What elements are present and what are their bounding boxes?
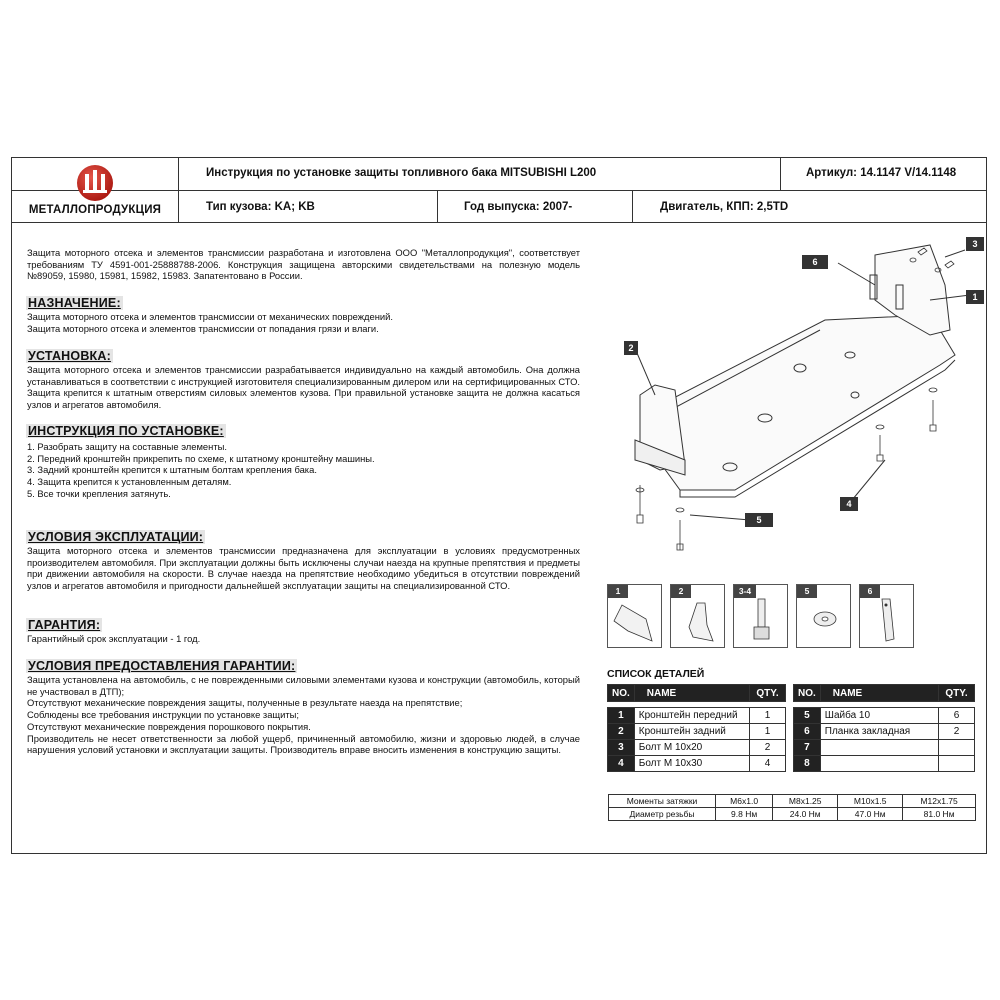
table-row: 1 Кронштейн передний 1: [608, 708, 786, 724]
fuel-tank-guard-drawing-icon: [600, 235, 985, 555]
warranty-text: Гарантийный срок эксплуатации - 1 год.: [27, 633, 201, 644]
diagram-label: 3: [966, 237, 984, 251]
logo-emblem-icon: [20, 160, 170, 204]
part-image: 3-4: [733, 584, 788, 648]
table-header: NO. NAME QTY.: [608, 685, 786, 702]
instructions-list: [27, 441, 580, 500]
header-col-divider: [780, 157, 781, 191]
table-row: 8: [794, 756, 975, 772]
diagram-label: 6: [802, 255, 828, 269]
header-bottom-border: [11, 222, 987, 223]
part-image: 6: [859, 584, 914, 648]
section-heading-instructions: ИНСТРУКЦИЯ ПО УСТАНОВКЕ:: [28, 424, 224, 438]
purpose-text: Защита моторного отсека и элементов трансмиссии от механических повреждений. Защита моторного отсека и элементов трансмиссии от попадания грязи и влаги.: [27, 311, 393, 334]
assembly-diagram: [600, 235, 985, 555]
intro-paragraph: Защита моторного отсека и элементов трансмиссии разработана и изготовлена ООО "Металлопродукция", соответствует требованиям ТУ 4591-001-25888788-2006. Конструкция защищена авторскими свидетельствами на полезную модель №89059, 15980, 15981, 15982, 15983. Запатентовано в России.: [27, 247, 580, 282]
diagram-label: 5: [745, 513, 773, 527]
parts-thumbnails: [607, 584, 977, 650]
body-type: Тип кузова: KA; KB: [206, 201, 315, 213]
diagram-label: 2: [624, 341, 638, 355]
parts-table-right: [793, 684, 975, 772]
part-image: 5: [796, 584, 851, 648]
warranty-conditions-text: Защита установлена на автомобиль, с не поврежденными силовыми элементами кузова и конструкции (автомобиль, который не участвовал в ДТП); Отсутствуют механические повреждения защиты, полученные в результате наезда на препятствие; Соблюдены все требования инструкции по установке защиты; Отсутствуют механические повреждения порошкового покрытия. Производитель не несет ответственности за любой ущерб, причиненный автомобилю, жизни и здоровью людей, в случае нарушения условий установки и эксплуатации защиты. Производитель вправе вносить изменения в конструкцию защиты.: [27, 674, 580, 756]
section-heading-purpose: НАЗНАЧЕНИЕ:: [28, 296, 121, 310]
document-title: Инструкция по установке защиты топливного бака MITSUBISHI L200: [206, 167, 597, 179]
part-image: 1: [607, 584, 662, 648]
production-year: Год выпуска: 2007-: [464, 201, 573, 213]
parts-list-title: СПИСОК ДЕТАЛЕЙ: [607, 668, 705, 680]
part-image: 2: [670, 584, 725, 648]
section-heading-warranty: ГАРАНТИЯ:: [28, 618, 101, 632]
diagram-label: 4: [840, 497, 858, 511]
table-row: 5 Шайба 10 6: [794, 708, 975, 724]
list-item: 4. Защита крепится к установленным деталям.: [27, 476, 232, 488]
install-text: Защита моторного отсека и элементов трансмиссии разрабатывается индивидуально на каждый автомобиль. Она должна устанавливаться в соответствии с инструкцией изготовителя специализированным дилером или на сертифицированных СТО. Защита крепится к штатным отверстиям силовых элементов кузова. При правильной установке защита не должна касаться узлов и агрегатов автомобиля.: [27, 364, 580, 411]
article-number: Артикул: 14.1147 V/14.1148: [806, 167, 957, 179]
table-header: NO. NAME QTY.: [794, 685, 975, 702]
header-col-divider: [437, 190, 438, 223]
table-row: 6 Планка закладная 2: [794, 724, 975, 740]
section-heading-install: УСТАНОВКА:: [28, 349, 111, 363]
list-item: 3. Задний кронштейн крепится к штатным болтам крепления бака.: [27, 464, 317, 476]
table-row: 3 Болт М 10х20 2: [608, 740, 786, 756]
table-row: 4 Болт М 10х30 4: [608, 756, 786, 772]
table-row: 2 Кронштейн задний 1: [608, 724, 786, 740]
torque-table: [608, 794, 976, 821]
operation-text: Защита моторного отсека и элементов трансмиссии предназначена для эксплуатации в условиях предусмотренных производителем автомобиля. При эксплуатации должны быть исключены случаи наезда на крупные препятствия и предметы при движении автомобиля на скорости. В случае наезда на препятствие необходимо убедиться в отсутствии повреждений узлов и агрегатов автомобиля и пригодности дальнейшей эксплуатации защиты на специализированной СТО.: [27, 545, 580, 592]
parts-table-left: [607, 684, 786, 772]
company-logo: [20, 160, 170, 222]
list-item: 1. Разобрать защиту на составные элементы.: [27, 441, 227, 452]
header-col-divider: [178, 157, 179, 223]
table-row: Моменты затяжки M6x1.0 M8x1.25 M10x1.5 M12x1.75: [609, 795, 976, 808]
engine-gearbox: Двигатель, КПП: 2,5TD: [660, 201, 789, 213]
header-col-divider: [632, 190, 633, 223]
list-item: 5. Все точки крепления затянуть.: [27, 487, 171, 499]
section-heading-operation: УСЛОВИЯ ЭКСПЛУАТАЦИИ:: [28, 530, 204, 544]
list-item: 2. Передний кронштейн прикрепить по схеме, к штатному кронштейну машины.: [27, 452, 375, 464]
brand-name: МЕТАЛЛОПРОДУКЦИЯ: [28, 204, 162, 216]
table-row: Диаметр резьбы 9.8 Нм 24.0 Нм 47.0 Нм 81.0 Нм: [609, 808, 976, 821]
diagram-label: 1: [966, 290, 984, 304]
table-row: 7: [794, 740, 975, 756]
section-heading-warranty-conditions: УСЛОВИЯ ПРЕДОСТАВЛЕНИЯ ГАРАНТИИ:: [28, 659, 296, 673]
